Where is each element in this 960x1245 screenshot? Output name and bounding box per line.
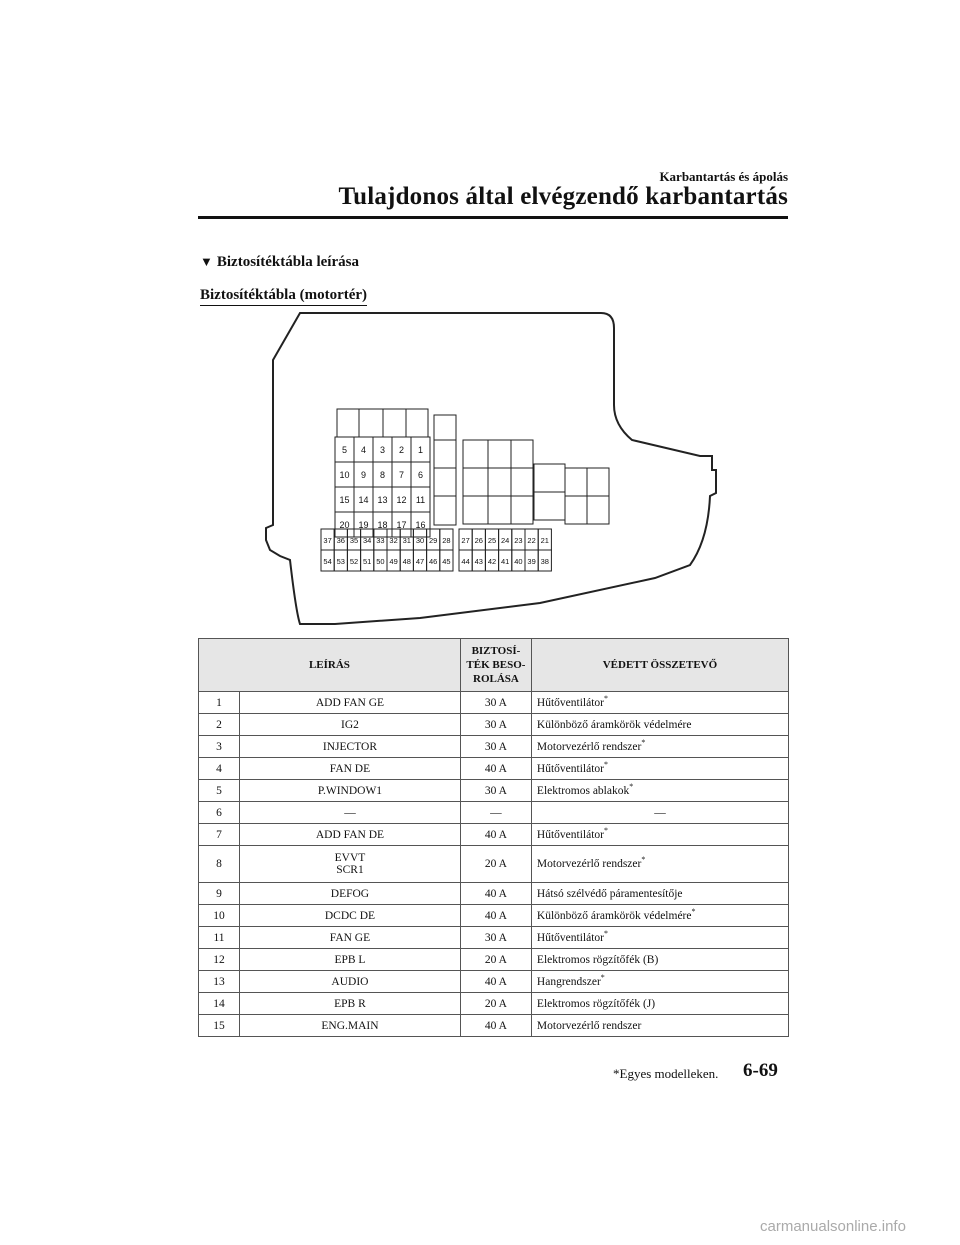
fuse-label: 15 <box>339 495 350 505</box>
mini-fuse-label: 41 <box>501 557 510 566</box>
mini-fuse-label: 28 <box>442 536 451 545</box>
mini-fuse-label: 27 <box>461 536 470 545</box>
protected-component-text: Különböző áramkörök védelmére <box>536 909 692 922</box>
fuse-rating: — <box>460 802 531 824</box>
fuse-label: 1 <box>417 445 424 455</box>
protected-component <box>531 905 788 927</box>
header-rating-line1: BIZTOSÍ- <box>471 645 521 657</box>
fuse-description: AUDIO <box>240 971 461 993</box>
watermark: carmanualsonline.info <box>760 1218 906 1235</box>
relay-slot <box>337 409 359 437</box>
header-rating-line3: ROLÁSA <box>473 673 519 685</box>
fuse-label: 10 <box>339 470 350 480</box>
protected-component <box>531 927 788 949</box>
table-row <box>199 736 789 758</box>
fuse-description: P.WINDOW1 <box>240 780 461 802</box>
header-rating <box>460 639 531 692</box>
model-note-asterisk: * <box>600 972 605 982</box>
table-row <box>199 927 789 949</box>
table-row <box>199 802 789 824</box>
fuse-description-line1: EVVT <box>334 852 366 864</box>
table-row <box>199 758 789 780</box>
table-row <box>199 971 789 993</box>
relay-slot <box>463 496 488 524</box>
mini-fuse-label: 51 <box>363 557 372 566</box>
protected-component-text: Motorvezérlő rendszer <box>536 858 642 870</box>
fuse-description: FAN GE <box>240 927 461 949</box>
mini-fuse-label: 52 <box>349 557 359 566</box>
relay-slot <box>463 440 488 468</box>
mini-fuse-label: 43 <box>474 557 483 566</box>
mini-fuse-label: 35 <box>349 536 359 545</box>
mini-fuse-label: 48 <box>402 557 411 566</box>
protected-component <box>531 736 788 758</box>
fuse-label: 8 <box>379 470 386 480</box>
fuse-number: 4 <box>199 758 240 780</box>
mini-fuse-label: 21 <box>540 536 549 545</box>
protected-component-text: Motorvezérlő rendszer <box>536 740 642 753</box>
mini-fuse-label: 39 <box>527 557 536 566</box>
relay-slot <box>534 464 565 492</box>
protected-component-text: Elektromos rögzítőfék (J) <box>536 997 656 1010</box>
table-header-row <box>199 639 789 692</box>
fuse-label: 9 <box>360 470 367 480</box>
protected-component-text: Elektromos rögzítőfék (B) <box>536 953 659 966</box>
fuse-label: 2 <box>398 445 405 455</box>
footnote: *Egyes modelleken. <box>613 1066 719 1081</box>
protected-component-text: Hangrendszer <box>536 975 601 988</box>
protected-component <box>531 993 788 1015</box>
mini-fuse-label: 42 <box>487 557 497 566</box>
fuse-label: 16 <box>415 520 426 530</box>
protected-component <box>531 714 788 736</box>
table-row <box>199 949 789 971</box>
section-title-text: Biztosítéktábla leírása <box>216 254 359 270</box>
model-note-asterisk: * <box>629 781 634 791</box>
fuse-description: IG2 <box>240 714 461 736</box>
table-row <box>199 692 789 714</box>
fuse-description: INJECTOR <box>240 736 461 758</box>
fuse-description: — <box>240 802 461 824</box>
fuse-number: 12 <box>199 949 240 971</box>
relay-slot <box>434 468 456 496</box>
mini-fuse-label: 54 <box>323 557 332 566</box>
protected-component-text: Hűtőventilátor <box>536 828 604 841</box>
mini-fuse-label: 23 <box>514 536 523 545</box>
mini-fuse-label: 46 <box>429 557 438 566</box>
relay-slot <box>488 496 511 524</box>
fuse-description: ENG.MAIN <box>240 1015 461 1037</box>
protected-component <box>531 758 788 780</box>
protected-component <box>531 949 788 971</box>
protected-component-text: — <box>654 806 666 819</box>
section-subtitle: Biztosítéktábla (motortér) <box>200 287 367 306</box>
model-note-asterisk: * <box>604 759 608 769</box>
fuse-label: 18 <box>377 520 388 530</box>
relay-slot <box>488 440 511 468</box>
fuse-label: 17 <box>396 520 407 530</box>
fuse-label: 7 <box>398 470 405 480</box>
protected-component <box>531 846 788 883</box>
fuse-rating: 40 A <box>460 971 531 993</box>
protected-component <box>531 802 788 824</box>
relay-slot <box>359 409 383 437</box>
table-row <box>199 824 789 846</box>
fuse-rating: 40 A <box>460 824 531 846</box>
fuse-label: 20 <box>339 520 350 530</box>
fuse-number: 6 <box>199 802 240 824</box>
fuse-description: EPB L <box>240 949 461 971</box>
mini-fuse-label: 40 <box>514 557 523 566</box>
model-note-asterisk: * <box>604 693 608 703</box>
relay-slot <box>488 468 511 496</box>
fuse-description: DCDC DE <box>240 905 461 927</box>
table-row <box>199 993 789 1015</box>
table-row <box>199 780 789 802</box>
relay-slot <box>383 409 406 437</box>
mini-fuse-label: 26 <box>474 536 483 545</box>
mini-fuse-label: 38 <box>540 557 549 566</box>
fuse-number: 9 <box>199 883 240 905</box>
mini-fuse-label: 45 <box>442 557 451 566</box>
fuse-number: 10 <box>199 905 240 927</box>
protected-component-text: Különböző áramkörök védelmére <box>536 718 692 731</box>
fuse-rating: 20 A <box>460 846 531 883</box>
protected-component <box>531 883 788 905</box>
fuse-label: 5 <box>341 445 348 455</box>
fuse-number: 2 <box>199 714 240 736</box>
mini-fuse-label: 33 <box>376 536 385 545</box>
fuse-number: 8 <box>199 846 240 883</box>
relay-slot <box>587 496 609 524</box>
protected-component-text: Hátsó szélvédő páramentesítője <box>536 887 683 900</box>
triangle-marker-icon: ▼ <box>200 254 213 269</box>
relay-slot <box>406 409 428 437</box>
mini-fuse-label: 47 <box>415 557 425 566</box>
relay-slot <box>434 440 456 468</box>
model-note-asterisk: * <box>691 906 696 916</box>
mini-fuse-label: 37 <box>323 536 332 545</box>
fuse-description: EPB R <box>240 993 461 1015</box>
fuse-number: 14 <box>199 993 240 1015</box>
relay-slot <box>463 468 488 496</box>
fuse-description <box>240 846 461 883</box>
table-row <box>199 846 789 883</box>
model-note-asterisk: * <box>604 928 608 938</box>
fuse-rating: 20 A <box>460 993 531 1015</box>
fuse-description: ADD FAN GE <box>240 692 461 714</box>
mini-fuse-label: 29 <box>429 536 438 545</box>
model-note-asterisk: * <box>641 737 646 747</box>
fuse-rating: 30 A <box>460 692 531 714</box>
mini-fuse-label: 44 <box>461 557 470 566</box>
fuse-description: ADD FAN DE <box>240 824 461 846</box>
protected-component <box>531 824 788 846</box>
fuse-description-line2: SCR1 <box>336 864 364 876</box>
protected-component-text: Motorvezérlő rendszer <box>536 1019 642 1032</box>
mini-fuse-label: 49 <box>389 557 398 566</box>
mini-fuse-label: 25 <box>487 536 497 545</box>
mini-fuse-label: 50 <box>376 557 385 566</box>
fuse-label: 12 <box>396 495 407 505</box>
fuse-number: 15 <box>199 1015 240 1037</box>
mini-fuse-label: 30 <box>415 536 425 545</box>
mini-fuse-label: 32 <box>389 536 398 545</box>
fuse-rating: 30 A <box>460 927 531 949</box>
table-row <box>199 1015 789 1037</box>
protected-component-text: Elektromos ablakok <box>536 784 630 797</box>
fuse-number: 3 <box>199 736 240 758</box>
table-row <box>199 905 789 927</box>
mini-fuse-label: 22 <box>527 536 536 545</box>
model-note-asterisk: * <box>641 855 646 865</box>
header-description: LEÍRÁS <box>199 639 461 692</box>
relay-slot <box>565 468 587 496</box>
mini-fuse-label: 53 <box>336 557 345 566</box>
fuse-label: 6 <box>417 470 424 480</box>
table-row <box>199 714 789 736</box>
mini-fuse-label: 36 <box>336 536 345 545</box>
fuse-number: 13 <box>199 971 240 993</box>
protected-component <box>531 971 788 993</box>
relay-slot <box>565 496 587 524</box>
model-note-asterisk: * <box>604 825 608 835</box>
protected-component <box>531 780 788 802</box>
protected-component-text: Hűtőventilátor <box>536 931 604 944</box>
header-component: VÉDETT ÖSSZETEVŐ <box>531 639 788 692</box>
fuse-rating: 30 A <box>460 736 531 758</box>
relay-slot <box>534 492 565 520</box>
relay-slot <box>434 415 456 525</box>
protected-component <box>531 1015 788 1037</box>
chapter-title: Karbantartás és ápolás <box>659 169 788 184</box>
fuse-label: 13 <box>377 495 388 505</box>
header-rating-line2: TÉK BESO- <box>466 659 526 671</box>
fuse-label: 4 <box>360 445 367 455</box>
fuse-number: 5 <box>199 780 240 802</box>
fuse-label: 11 <box>415 495 426 505</box>
protected-component <box>531 692 788 714</box>
fuse-label: 14 <box>358 495 369 505</box>
fuse-rating: 40 A <box>460 905 531 927</box>
fuse-number: 11 <box>199 927 240 949</box>
mini-fuse-label: 34 <box>363 536 372 545</box>
relay-slot <box>587 468 609 496</box>
mini-fuse-label: 24 <box>501 536 510 545</box>
fuse-description: DEFOG <box>240 883 461 905</box>
fuse-label: 19 <box>358 520 369 530</box>
fuse-rating: 30 A <box>460 714 531 736</box>
fuse-rating: 30 A <box>460 780 531 802</box>
relay-slot <box>511 496 533 524</box>
relay-slot <box>511 440 533 468</box>
fuse-number: 7 <box>199 824 240 846</box>
protected-component-text: Hűtőventilátor <box>536 696 604 709</box>
table-row <box>199 883 789 905</box>
fuse-rating: 40 A <box>460 758 531 780</box>
protected-component-text: Hűtőventilátor <box>536 762 604 775</box>
fuse-rating: 40 A <box>460 883 531 905</box>
relay-slot <box>511 468 533 496</box>
fuse-rating: 20 A <box>460 949 531 971</box>
fuse-number: 1 <box>199 692 240 714</box>
fuse-label: 3 <box>379 445 386 455</box>
fuse-rating: 40 A <box>460 1015 531 1037</box>
fuse-description: FAN DE <box>240 758 461 780</box>
page-title: Tulajdonos által elvégzendő karbantartás <box>338 183 788 210</box>
page-number: 6-69 <box>743 1060 778 1081</box>
fuse-table <box>198 638 789 1037</box>
mini-fuse-label: 31 <box>402 536 411 545</box>
